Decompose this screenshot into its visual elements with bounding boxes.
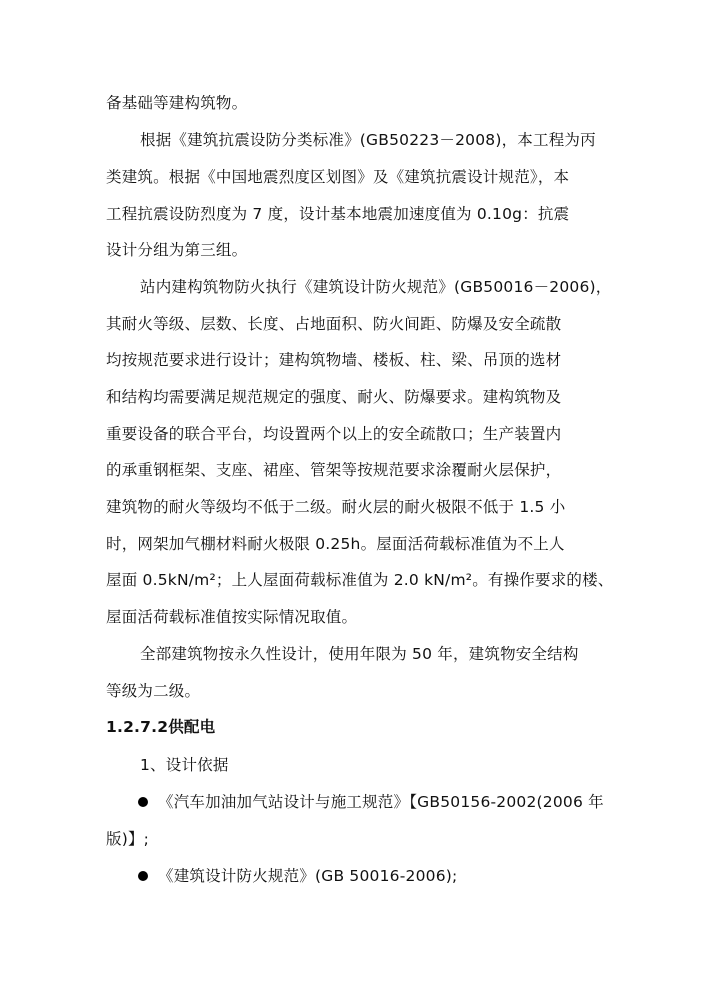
bullet-item-text-continued: 版)】;: [106, 830, 150, 848]
text-line: 时，网架加气棚材料耐火极限 0.25h。屋面活荷载标准值为不上人: [106, 535, 565, 553]
text-line: 和结构均需要满足规范规定的强度、耐火、防爆要求。建构筑物及: [106, 388, 562, 406]
text-line: 的承重钢框架、支座、裙座、管架等按规范要求涂覆耐火层保护，: [106, 461, 562, 479]
text-line: 均按规范要求进行设计；建构筑物墙、楼板、柱、梁、吊顶的选材: [106, 351, 562, 369]
text-line: 全部建筑物按永久性设计，使用年限为 50 年，建筑物安全结构: [140, 645, 579, 663]
text-line: 工程抗震设防烈度为 7 度，设计基本地震加速度值为 0.10g：抗震: [106, 205, 570, 223]
text-line: 根据《建筑抗震设防分类标准》(GB50223－2008)，本工程为丙: [140, 131, 596, 149]
text-line: 其耐火等级、层数、长度、占地面积、防火间距、防爆及安全疏散: [106, 315, 562, 333]
text-line: 站内建构筑物防火执行《建筑设计防火规范》(GB50016－2006)，: [140, 278, 612, 296]
text-line: 备基础等建构筑物。: [106, 94, 248, 112]
text-line: 屋面 0.5kN/m²；上人屋面荷载标准值为 2.0 kN/m²。有操作要求的楼、: [106, 571, 614, 589]
text-line: 重要设备的联合平台，均设置两个以上的安全疏散口；生产装置内: [106, 425, 562, 443]
bullet-item-text: 《建筑设计防火规范》(GB 50016-2006);: [158, 867, 458, 885]
section-heading: 1.2.7.2供配电: [106, 718, 216, 736]
text-line: 建筑物的耐火等级均不低于二级。耐火层的耐火极限不低于 1.5 小: [106, 498, 566, 516]
text-line: 设计分组为第三组。: [106, 241, 248, 259]
bullet-item-text: 《汽车加油加气站设计与施工规范》【GB50156-2002(2006 年: [158, 793, 604, 811]
sub-heading: 1、设计依据: [140, 756, 229, 774]
bullet-icon: [138, 871, 148, 881]
text-line: 屋面活荷载标准值按实际情况取值。: [106, 608, 358, 626]
text-line: 等级为二级。: [106, 682, 201, 700]
bullet-icon: [138, 797, 148, 807]
text-line: 类建筑。根据《中国地震烈度区划图》及《建筑抗震设计规范》，本: [106, 168, 570, 186]
